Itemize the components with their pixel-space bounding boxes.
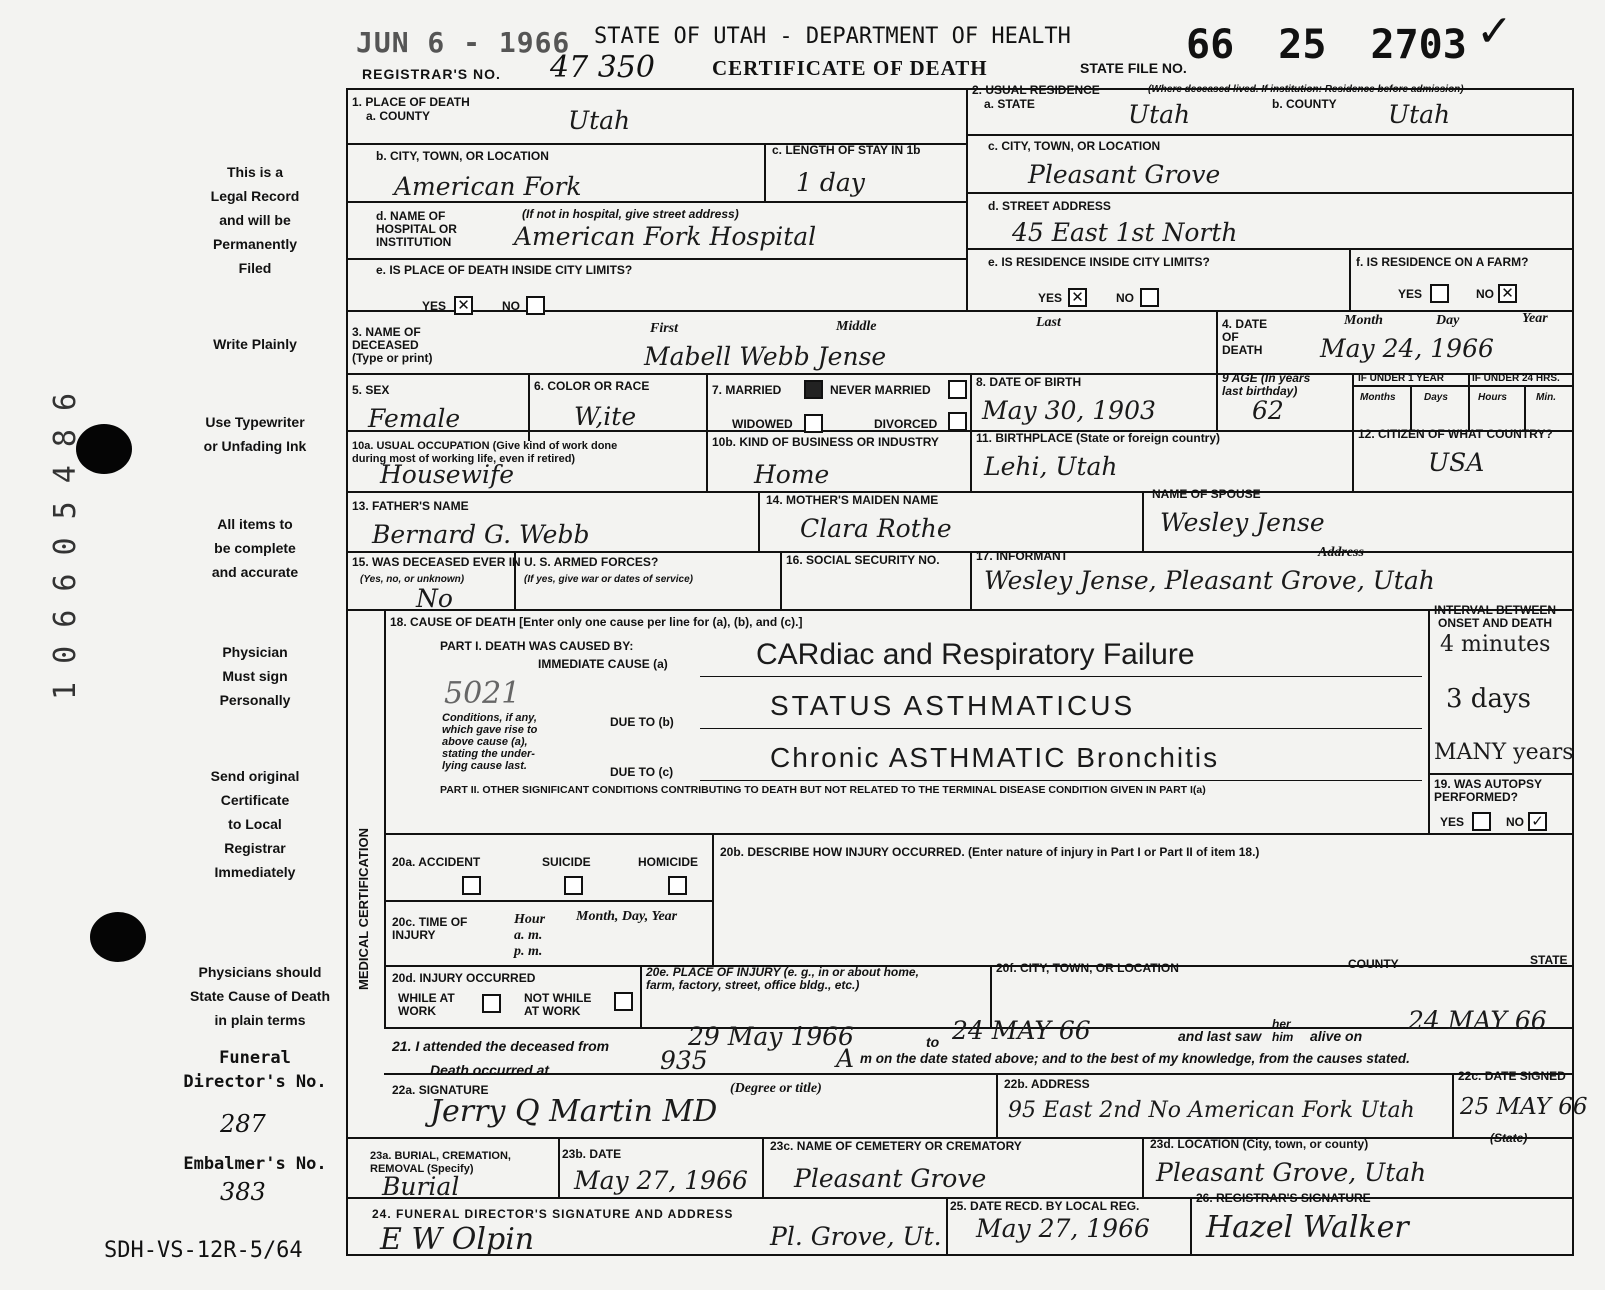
married-label: 7. MARRIED: [712, 383, 782, 397]
res-street-label: d. STREET ADDRESS: [988, 199, 1111, 213]
injury-occurred-label: 20d. INJURY OCCURRED: [392, 971, 536, 985]
ssn-label: 16. SOCIAL SECURITY NO.: [786, 553, 940, 567]
year-label: Year: [1522, 311, 1548, 326]
days-label: Days: [1424, 392, 1448, 403]
pod-county-label: a. COUNTY: [366, 109, 431, 123]
cemetery-label: 23c. NAME OF CEMETERY OR CREMATORY: [770, 1139, 1022, 1153]
race-value: W,ite: [574, 402, 637, 431]
months-label: Months: [1360, 392, 1396, 403]
pod-no-label: NO: [502, 299, 520, 313]
accident-checkbox[interactable]: [462, 876, 481, 895]
date-received-label: 25. DATE RECD. BY LOCAL REG.: [950, 1199, 1140, 1213]
spouse-label: NAME OF SPOUSE: [1152, 487, 1261, 501]
father-value: Bernard G. Webb: [372, 520, 590, 549]
typewriter-note: Use Typewriter or Unfading Ink: [203, 414, 307, 454]
degree-label: (Degree or title): [730, 1081, 822, 1096]
due-to-b-label: DUE TO (b): [610, 715, 674, 729]
last-name-label: Last: [1036, 315, 1061, 330]
birth-date-label: 8. DATE OF BIRTH: [976, 375, 1082, 389]
last-saw-label: and last saw: [1178, 1028, 1262, 1044]
funeral-director-no-label: Funeral Director's No.: [183, 1048, 327, 1092]
res-city-label: c. CITY, TOWN, OR LOCATION: [988, 139, 1161, 153]
physician-signature: Jerry Q Martin MD: [430, 1094, 718, 1129]
attended-to-label: to: [926, 1034, 940, 1050]
interval-label: INTERVAL BETWEEN ONSET AND DEATH: [1434, 603, 1557, 630]
cause-code: 5021: [444, 676, 521, 711]
attended-from-value: 29 May 1966: [688, 1022, 854, 1051]
suicide-checkbox[interactable]: [564, 876, 583, 895]
business-value: Home: [754, 460, 830, 489]
burial-method-value: Burial: [382, 1172, 460, 1201]
residence-note: (Where deceased lived. If institution: Residence before admission): [1148, 84, 1464, 95]
death-meridiem-value: A: [836, 1044, 855, 1073]
due-to-c-value: Chronic ASTHMATIC Bronchitis: [770, 742, 1220, 773]
autopsy-no-checkbox[interactable]: ✓: [1528, 812, 1547, 831]
farm-yes-label: YES: [1398, 287, 1423, 301]
attended-to-value: 24 MAY 66: [952, 1016, 1091, 1045]
hospital-label: d. NAME OF HOSPITAL OR INSTITUTION: [376, 209, 457, 249]
res-yes-checkbox[interactable]: ✕: [1068, 288, 1087, 307]
res-no-label: NO: [1116, 291, 1134, 305]
date-of-death-label: 4. DATE OF DEATH: [1222, 317, 1268, 357]
sex-value: Female: [368, 404, 461, 433]
pod-inside-limits-label: e. IS PLACE OF DEATH INSIDE CITY LIMITS?: [376, 263, 633, 277]
physicians-should-note: Physicians should State Cause of Death in plain terms: [189, 964, 331, 1028]
embalmer-no-label: Embalmer's No.: [183, 1154, 327, 1174]
not-while-work-checkbox[interactable]: [614, 992, 633, 1011]
business-label: 10b. KIND OF BUSINESS OR INDUSTRY: [712, 435, 939, 449]
part2-label: PART II. OTHER SIGNIFICANT CONDITIONS CONTRIBUTING TO DEATH BUT NOT RELATED TO THE TERMINAL DISEASE CONDITION GIVEN IN PART I(a): [440, 784, 1206, 796]
res-city-value: Pleasant Grove: [1028, 160, 1221, 189]
age-value: 62: [1252, 396, 1284, 425]
signature-label: 22a. SIGNATURE: [392, 1083, 489, 1097]
birth-date-value: May 30, 1903: [982, 396, 1156, 425]
under-24-hrs-label: IF UNDER 24 HRS.: [1472, 373, 1560, 384]
immediate-cause-label: IMMEDIATE CAUSE (a): [538, 657, 668, 671]
death-statement: m on the date stated above; and to the best of my knowledge, from the causes stated.: [860, 1051, 1410, 1066]
interval-c-value: MANY years: [1434, 740, 1574, 765]
physician-address-label: 22b. ADDRESS: [1004, 1077, 1090, 1091]
state-file-label: STATE FILE NO.: [1080, 60, 1187, 76]
attended-label: 21. I attended the deceased from: [392, 1038, 610, 1054]
res-county-label: b. COUNTY: [1272, 97, 1337, 111]
registrar-signature: Hazel Walker: [1206, 1210, 1409, 1245]
time-of-injury-label: 20c. TIME OF INJURY: [392, 915, 468, 942]
accident-label: 20a. ACCIDENT: [392, 855, 481, 869]
state-file-no: 66 25 2703: [1186, 22, 1467, 68]
pod-city-value: American Fork: [394, 172, 582, 201]
deceased-name-value: Mabell Webb Jense: [644, 342, 887, 371]
punch-hole-bottom: [90, 912, 146, 962]
birthplace-label: 11. BIRTHPLACE (State or foreign country): [976, 431, 1221, 445]
deceased-name-label: 3. NAME OF DECEASED (Type or print): [352, 325, 433, 365]
spouse-value: Wesley Jense: [1160, 508, 1325, 537]
not-while-work-label: NOT WHILE AT WORK: [524, 991, 592, 1018]
hours-label: Hours: [1478, 392, 1507, 403]
burial-location-label: 23d. LOCATION (City, town, or county): [1150, 1137, 1369, 1151]
physician-note: Physician Must sign Personally: [219, 644, 291, 708]
married-checkbox[interactable]: [804, 380, 823, 399]
burial-method-label: 23a. BURIAL, CREMATION, REMOVAL (Specify): [370, 1150, 511, 1175]
part1-label: PART I. DEATH WAS CAUSED BY:: [440, 639, 634, 653]
cause-label: 18. CAUSE OF DEATH [Enter only one cause per line for (a), (b), and (c).]: [390, 615, 803, 629]
conditions-label: Conditions, if any, which gave rise to above cause (a), stating the under- lying cause last.: [442, 712, 538, 772]
res-street-value: 45 East 1st North: [1012, 218, 1238, 247]
place-of-injury-label: 20e. PLACE OF INJURY (e. g., in or about home, farm, factory, street, office bldg., etc.): [646, 965, 919, 992]
homicide-checkbox[interactable]: [668, 876, 687, 895]
send-original-note: Send original Certificate to Local Registrar Immediately: [210, 768, 300, 880]
hospital-value: American Fork Hospital: [514, 222, 817, 251]
registrar-signature-label: 26. REGISTRAR'S SIGNATURE: [1196, 1191, 1371, 1205]
certificate-title: CERTIFICATE OF DEATH: [712, 56, 988, 80]
autopsy-yes-checkbox[interactable]: [1472, 812, 1491, 831]
autopsy-no-label: NO: [1506, 815, 1524, 829]
divorced-checkbox[interactable]: [948, 412, 967, 431]
received-date-stamp: JUN 6 - 1966: [356, 26, 571, 59]
armed-note-2: (If yes, give war or dates of service): [524, 574, 693, 585]
her-him-label: her him: [1272, 1017, 1294, 1044]
res-state-label: a. STATE: [984, 97, 1035, 111]
farm-yes-checkbox[interactable]: [1430, 284, 1449, 303]
farm-no-checkbox[interactable]: ✕: [1498, 284, 1517, 303]
place-of-death-label: 1. PLACE OF DEATH: [352, 95, 470, 109]
interval-a-value: 4 minutes: [1440, 632, 1551, 657]
interval-b-value: 3 days: [1446, 684, 1531, 714]
punch-hole-top: [76, 424, 132, 474]
hospital-note: (If not in hospital, give street address): [522, 207, 739, 221]
pod-yes-label: YES: [422, 299, 447, 313]
race-label: 6. COLOR OR RACE: [534, 379, 650, 393]
armed-note-1: (Yes, no, or unknown): [360, 574, 465, 585]
form-title: STATE OF UTAH - DEPARTMENT OF HEALTH: [594, 24, 1071, 49]
residence-label: 2. USUAL RESIDENCE: [972, 83, 1100, 97]
birthplace-value: Lehi, Utah: [984, 452, 1118, 481]
hour-label: Hour a. m. p. m.: [514, 912, 546, 959]
res-state-value: Utah: [1128, 100, 1191, 129]
res-county-value: Utah: [1388, 100, 1451, 129]
microfilm-number: 1 0 6 6 0 5 4 8 6: [48, 392, 83, 700]
informant-label: 17. INFORMANT: [976, 549, 1069, 563]
embalmer-no: 383: [220, 1178, 266, 1206]
injury-city-label: 20f. CITY, TOWN, OR LOCATION: [996, 961, 1179, 975]
date-of-death-value: May 24, 1966: [1320, 334, 1494, 363]
never-married-checkbox[interactable]: [948, 380, 967, 399]
under-1-year-label: IF UNDER 1 YEAR: [1358, 373, 1444, 384]
month-label: Month: [1344, 313, 1383, 328]
alive-on-label: alive on: [1310, 1028, 1363, 1044]
physician-address-value: 95 East 2nd No American Fork Utah: [1008, 1098, 1415, 1123]
min-label: Min.: [1536, 392, 1556, 403]
informant-address-label: Address: [1318, 545, 1364, 560]
check-mark-icon: ✓: [1476, 7, 1513, 56]
sex-label: 5. SEX: [352, 383, 390, 397]
while-at-work-label: WHILE AT WORK: [398, 991, 455, 1018]
registrar-no: 47 350: [550, 50, 655, 85]
funeral-director-no: 287: [220, 1110, 266, 1138]
alive-on-value: 24 MAY 66: [1408, 1006, 1547, 1035]
describe-injury-label: 20b. DESCRIBE HOW INJURY OCCURRED. (Enter nature of injury in Part I or Part II of item 18.): [720, 845, 1260, 859]
pod-no-checkbox[interactable]: [526, 296, 545, 315]
pod-yes-checkbox[interactable]: ✕: [454, 296, 473, 315]
divorced-label: DIVORCED: [874, 417, 938, 431]
injury-date-label: Month, Day, Year: [576, 909, 678, 924]
death-time-value: 935: [660, 1046, 708, 1075]
burial-date-label: 23b. DATE: [562, 1147, 622, 1161]
res-yes-label: YES: [1038, 291, 1063, 305]
farm-label: f. IS RESIDENCE ON A FARM?: [1356, 255, 1529, 269]
legal-record-note: This is a Legal Record and will be Permanently Filed: [210, 164, 300, 276]
res-inside-limits-label: e. IS RESIDENCE INSIDE CITY LIMITS?: [988, 255, 1210, 269]
first-name-label: First: [650, 321, 679, 336]
citizen-value: USA: [1428, 448, 1485, 477]
widowed-checkbox[interactable]: [804, 414, 823, 433]
citizen-label: 12. CITIZEN OF WHAT COUNTRY?: [1358, 427, 1553, 441]
stay-label: c. LENGTH OF STAY IN 1b: [772, 143, 921, 157]
suicide-label: SUICIDE: [542, 855, 591, 869]
burial-date-value: May 27, 1966: [574, 1166, 748, 1195]
burial-state-label: (State): [1490, 1131, 1528, 1145]
form-number: SDH-VS-12R-5/64: [104, 1238, 303, 1263]
father-label: 13. FATHER'S NAME: [352, 499, 469, 513]
autopsy-label: 19. WAS AUTOPSY PERFORMED?: [1434, 777, 1543, 804]
funeral-director-label: 24. FUNERAL DIRECTOR'S SIGNATURE AND ADDRESS: [372, 1207, 734, 1221]
injury-state-label: STATE: [1530, 953, 1568, 967]
widowed-label: WIDOWED: [732, 417, 793, 431]
while-at-work-checkbox[interactable]: [482, 994, 501, 1013]
immediate-cause-value: CARdiac and Respiratory Failure: [756, 638, 1195, 671]
funeral-director-address: Pl. Grove, Ut.: [770, 1222, 942, 1251]
mother-value: Clara Rothe: [800, 514, 952, 543]
burial-location-value: Pleasant Grove, Utah: [1156, 1158, 1427, 1187]
funeral-director-signature: E W Olpin: [380, 1222, 535, 1257]
armed-forces-value: No: [416, 584, 453, 613]
armed-forces-label: 15. WAS DECEASED EVER IN U. S. ARMED FORCES?: [352, 555, 659, 569]
stay-value: 1 day: [796, 168, 865, 197]
death-occurred-label: Death occurred at: [430, 1062, 550, 1078]
date-received-value: May 27, 1966: [976, 1214, 1150, 1243]
pod-city-label: b. CITY, TOWN, OR LOCATION: [376, 149, 549, 163]
res-no-checkbox[interactable]: [1140, 288, 1159, 307]
medical-certification-label: MEDICAL CERTIFICATION: [356, 827, 371, 990]
never-married-label: NEVER MARRIED: [830, 383, 931, 397]
due-to-c-label: DUE TO (c): [610, 765, 674, 779]
write-plainly-note: Write Plainly: [213, 336, 297, 352]
autopsy-yes-label: YES: [1440, 815, 1465, 829]
registrar-no-label: REGISTRAR'S NO.: [362, 66, 501, 82]
homicide-label: HOMICIDE: [638, 855, 698, 869]
injury-county-label: COUNTY: [1348, 957, 1399, 971]
date-signed-value: 25 MAY 66: [1460, 1094, 1588, 1120]
occupation-value: Housewife: [380, 460, 515, 489]
due-to-b-value: STATUS ASTHMATICUS: [770, 690, 1136, 721]
date-signed-label: 22c. DATE SIGNED: [1458, 1069, 1566, 1083]
middle-name-label: Middle: [836, 319, 877, 334]
occupation-label: 10a. USUAL OCCUPATION (Give kind of work done during most of working life, even if retired): [352, 440, 618, 465]
pod-county-value: Utah: [568, 106, 631, 135]
day-label: Day: [1436, 313, 1460, 328]
farm-no-label: NO: [1476, 287, 1494, 301]
cemetery-value: Pleasant Grove: [794, 1164, 987, 1193]
complete-note: All items to be complete and accurate: [211, 516, 299, 580]
age-label: 9 AGE (In years last birthday): [1222, 371, 1311, 398]
informant-value: Wesley Jense, Pleasant Grove, Utah: [984, 566, 1435, 595]
mother-label: 14. MOTHER'S MAIDEN NAME: [766, 493, 939, 507]
